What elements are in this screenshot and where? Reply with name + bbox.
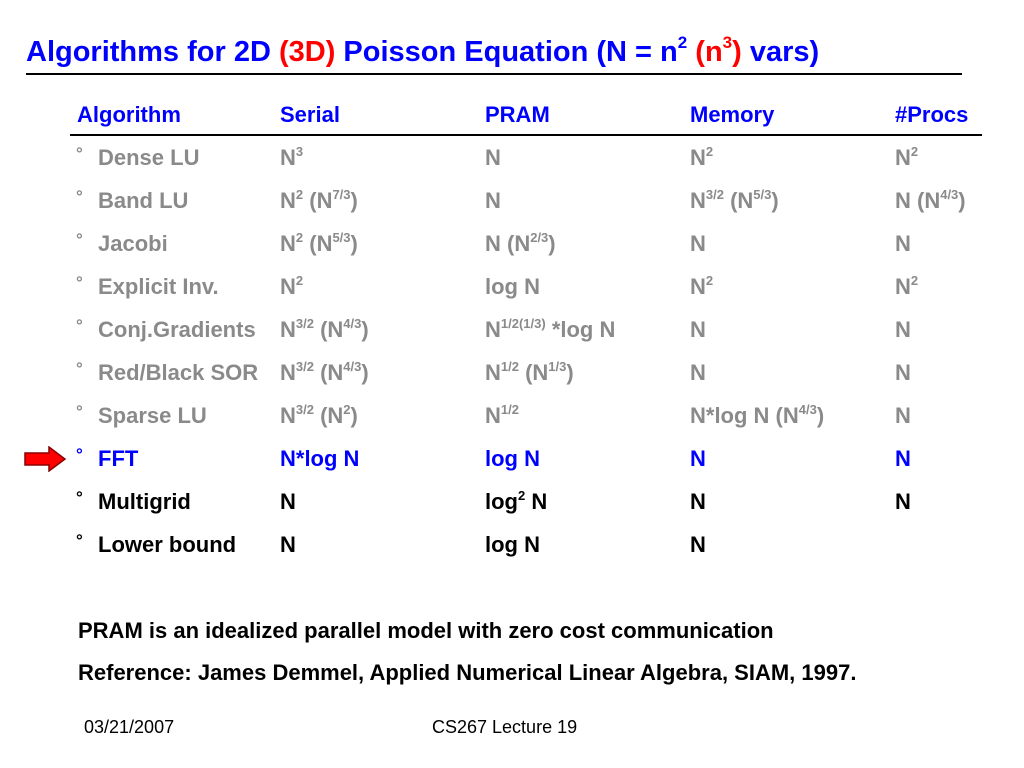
table-row bbox=[0, 317, 1024, 357]
cell-text: log N bbox=[485, 274, 540, 299]
cell-text: *log N bbox=[545, 317, 616, 342]
cell-pram bbox=[485, 145, 501, 171]
cell-memory bbox=[690, 489, 706, 515]
cell-procs bbox=[895, 489, 911, 515]
cell-text: N bbox=[485, 360, 501, 385]
cell-algorithm: Multigrid bbox=[98, 489, 191, 514]
header-pram: PRAM bbox=[485, 102, 550, 127]
cell-text: N bbox=[690, 317, 706, 342]
cell-text: N bbox=[690, 145, 706, 170]
table-row bbox=[0, 145, 1024, 185]
cell-text: N bbox=[895, 489, 911, 514]
cell-procs bbox=[895, 231, 911, 257]
table-row bbox=[0, 532, 1024, 572]
cell-text: ) bbox=[958, 188, 966, 213]
header-procs: #Procs bbox=[895, 102, 969, 127]
cell-exponent: 5/3 bbox=[332, 230, 351, 245]
title-3d: (3D) bbox=[278, 36, 336, 68]
cell-text: N bbox=[280, 145, 296, 170]
reference-note: Reference: James Demmel, Applied Numerical Linear Algebra, SIAM, 1997. bbox=[78, 660, 857, 685]
cell-memory bbox=[690, 188, 779, 214]
cell-exponent: 1/2 bbox=[500, 359, 519, 374]
title-3d-text: ) bbox=[732, 36, 742, 68]
cell-exponent: 3/2 bbox=[705, 187, 724, 202]
header-serial: Serial bbox=[280, 102, 340, 127]
cell-text: N (N bbox=[895, 188, 941, 213]
bullet-icon: ° bbox=[76, 273, 83, 292]
bullet-icon: ° bbox=[76, 402, 83, 421]
cell-exponent: 1/3 bbox=[548, 359, 567, 374]
bullet-icon: ° bbox=[76, 531, 83, 550]
cell-exponent: 2 bbox=[705, 144, 714, 159]
cell-pram bbox=[485, 403, 519, 429]
cell-procs bbox=[895, 188, 966, 214]
bullet-icon: ° bbox=[76, 187, 83, 206]
cell-text: (N bbox=[313, 360, 344, 385]
cell-exponent: 3/2 bbox=[295, 316, 314, 331]
cell-text: N bbox=[690, 360, 706, 385]
cell-exponent: 5/3 bbox=[753, 187, 772, 202]
cell-text: log N bbox=[485, 532, 540, 557]
bullet-icon: ° bbox=[76, 144, 83, 163]
cell-memory bbox=[690, 274, 713, 300]
cell-algorithm: Jacobi bbox=[98, 231, 168, 256]
cell-text: N bbox=[485, 188, 501, 213]
cell-procs bbox=[895, 446, 911, 472]
title-underline bbox=[26, 73, 962, 75]
cell-text: ) bbox=[350, 188, 358, 213]
cell-serial bbox=[280, 317, 369, 343]
cell-algorithm: FFT bbox=[98, 446, 139, 471]
bullet-icon: ° bbox=[76, 316, 83, 335]
cell-exponent: 3/2 bbox=[295, 402, 314, 417]
cell-text: log bbox=[485, 489, 518, 514]
cell-exponent: 2 bbox=[295, 187, 304, 202]
bullet-icon: ° bbox=[76, 488, 83, 507]
cell-serial bbox=[280, 145, 303, 171]
cell-serial bbox=[280, 446, 359, 472]
cell-procs bbox=[895, 145, 918, 171]
cell-memory bbox=[690, 317, 706, 343]
cell-text: N bbox=[525, 489, 548, 514]
cell-text: (N bbox=[303, 231, 333, 256]
cell-exponent: 2 bbox=[705, 273, 714, 288]
footer-date: 03/21/2007 bbox=[84, 717, 175, 737]
cell-serial bbox=[280, 489, 296, 515]
cell-serial bbox=[280, 532, 296, 558]
cell-text: N bbox=[690, 274, 706, 299]
cell-text: N bbox=[280, 317, 296, 342]
cell-text: ) bbox=[566, 360, 574, 385]
header-divider bbox=[70, 134, 982, 136]
table-row bbox=[0, 360, 1024, 400]
cell-text: N*log N bbox=[280, 446, 360, 471]
cell-exponent: 4/3 bbox=[343, 316, 362, 331]
cell-text: N bbox=[280, 188, 296, 213]
cell-text: N bbox=[280, 274, 296, 299]
cell-text: N bbox=[690, 188, 706, 213]
cell-exponent: 1/2(1/3) bbox=[500, 316, 546, 331]
bullet-icon: ° bbox=[76, 445, 83, 464]
cell-procs bbox=[895, 403, 911, 429]
cell-text: ) bbox=[548, 231, 556, 256]
table-row bbox=[0, 489, 1024, 529]
cell-procs bbox=[895, 360, 911, 386]
cell-text: N bbox=[895, 360, 911, 385]
cell-pram bbox=[485, 360, 574, 386]
cell-exponent: 2 bbox=[295, 230, 304, 245]
title-3d-vars bbox=[695, 33, 742, 68]
cell-text: (N bbox=[313, 317, 344, 342]
cell-pram bbox=[485, 231, 556, 257]
cell-text: N bbox=[895, 446, 911, 471]
table-row bbox=[0, 231, 1024, 271]
cell-pram bbox=[485, 188, 501, 214]
cell-exponent: 2 bbox=[295, 273, 304, 288]
cell-exponent: 1/2 bbox=[500, 402, 519, 417]
cell-text: N bbox=[895, 317, 911, 342]
cell-serial bbox=[280, 403, 358, 429]
cell-serial bbox=[280, 274, 303, 300]
title-text: Poisson Equation (N = n bbox=[335, 36, 678, 68]
footer-lecture: CS267 Lecture 19 bbox=[432, 717, 578, 737]
cell-text: N bbox=[280, 532, 296, 557]
cell-text: (N bbox=[303, 188, 333, 213]
cell-text: ) bbox=[361, 317, 369, 342]
cell-serial bbox=[280, 360, 369, 386]
cell-exponent: 4/3 bbox=[798, 402, 817, 417]
slide-title bbox=[26, 33, 820, 69]
cell-serial bbox=[280, 231, 358, 257]
pram-note: PRAM is an idealized parallel model with zero cost communication bbox=[78, 618, 774, 643]
cell-algorithm: Explicit Inv. bbox=[98, 274, 219, 299]
cell-exponent: 4/3 bbox=[343, 359, 362, 374]
title-3d-text: (n bbox=[695, 36, 723, 68]
cell-exponent: 3 bbox=[295, 144, 304, 159]
cell-text: N bbox=[485, 317, 501, 342]
cell-text: N (N bbox=[485, 231, 531, 256]
cell-memory bbox=[690, 532, 706, 558]
cell-text: ) bbox=[771, 188, 779, 213]
cell-text: N bbox=[280, 360, 296, 385]
bullet-icon: ° bbox=[76, 230, 83, 249]
cell-text: ) bbox=[350, 231, 358, 256]
cell-algorithm: Red/Black SOR bbox=[98, 360, 259, 385]
cell-text: ) bbox=[350, 403, 358, 428]
header-algorithm: Algorithm bbox=[77, 102, 181, 127]
table-row bbox=[0, 274, 1024, 314]
cell-text: N bbox=[280, 231, 296, 256]
cell-pram bbox=[485, 446, 540, 472]
table-row bbox=[0, 446, 1024, 486]
cell-text: N bbox=[280, 403, 296, 428]
header-memory: Memory bbox=[690, 102, 775, 127]
title-3d-exponent: 3 bbox=[722, 33, 733, 52]
cell-pram bbox=[485, 489, 547, 515]
cell-text: (N bbox=[723, 188, 754, 213]
cell-pram bbox=[485, 532, 540, 558]
cell-memory bbox=[690, 446, 706, 472]
cell-text: (N bbox=[313, 403, 344, 428]
cell-text: N bbox=[280, 489, 296, 514]
cell-pram bbox=[485, 317, 615, 343]
cell-text: N bbox=[485, 403, 501, 428]
title-text: Algorithms for 2D bbox=[26, 36, 279, 68]
cell-procs bbox=[895, 274, 918, 300]
cell-text: (N bbox=[518, 360, 549, 385]
title-text: vars) bbox=[741, 36, 820, 68]
cell-memory bbox=[690, 231, 706, 257]
cell-text: N bbox=[895, 145, 911, 170]
cell-exponent: 7/3 bbox=[332, 187, 351, 202]
cell-pram bbox=[485, 274, 540, 300]
cell-algorithm: Dense LU bbox=[98, 145, 200, 170]
cell-exponent: 2 bbox=[518, 488, 526, 503]
cell-memory bbox=[690, 145, 713, 171]
bullet-icon: ° bbox=[76, 359, 83, 378]
right-arrow-icon bbox=[24, 446, 66, 472]
cell-memory bbox=[690, 403, 824, 429]
title-exponent: 2 bbox=[677, 33, 688, 52]
cell-serial bbox=[280, 188, 358, 214]
cell-algorithm: Lower bound bbox=[98, 532, 237, 557]
cell-text: N bbox=[690, 231, 706, 256]
cell-algorithm: Conj.Gradients bbox=[98, 317, 256, 342]
cell-exponent: 2 bbox=[910, 273, 919, 288]
cell-text: ) bbox=[816, 403, 825, 428]
cell-text: N bbox=[485, 145, 501, 170]
cell-text: N bbox=[895, 274, 911, 299]
cell-exponent: 2 bbox=[343, 402, 351, 417]
cell-exponent: 2/3 bbox=[530, 230, 549, 245]
cell-text: N bbox=[690, 446, 706, 471]
cell-text: N bbox=[690, 532, 706, 557]
cell-text: N bbox=[690, 489, 706, 514]
cell-text: N*log N (N bbox=[690, 403, 799, 428]
cell-memory bbox=[690, 360, 706, 386]
cell-text: N bbox=[895, 403, 911, 428]
table-row bbox=[0, 403, 1024, 443]
cell-exponent: 3/2 bbox=[295, 359, 314, 374]
cell-text: N bbox=[895, 231, 911, 256]
cell-text: log N bbox=[485, 446, 540, 471]
cell-text: ) bbox=[361, 360, 369, 385]
cell-exponent: 2 bbox=[910, 144, 919, 159]
cell-algorithm: Sparse LU bbox=[98, 403, 207, 428]
cell-exponent: 4/3 bbox=[940, 187, 959, 202]
cell-procs bbox=[895, 317, 911, 343]
cell-algorithm: Band LU bbox=[98, 188, 189, 213]
table-row bbox=[0, 188, 1024, 228]
